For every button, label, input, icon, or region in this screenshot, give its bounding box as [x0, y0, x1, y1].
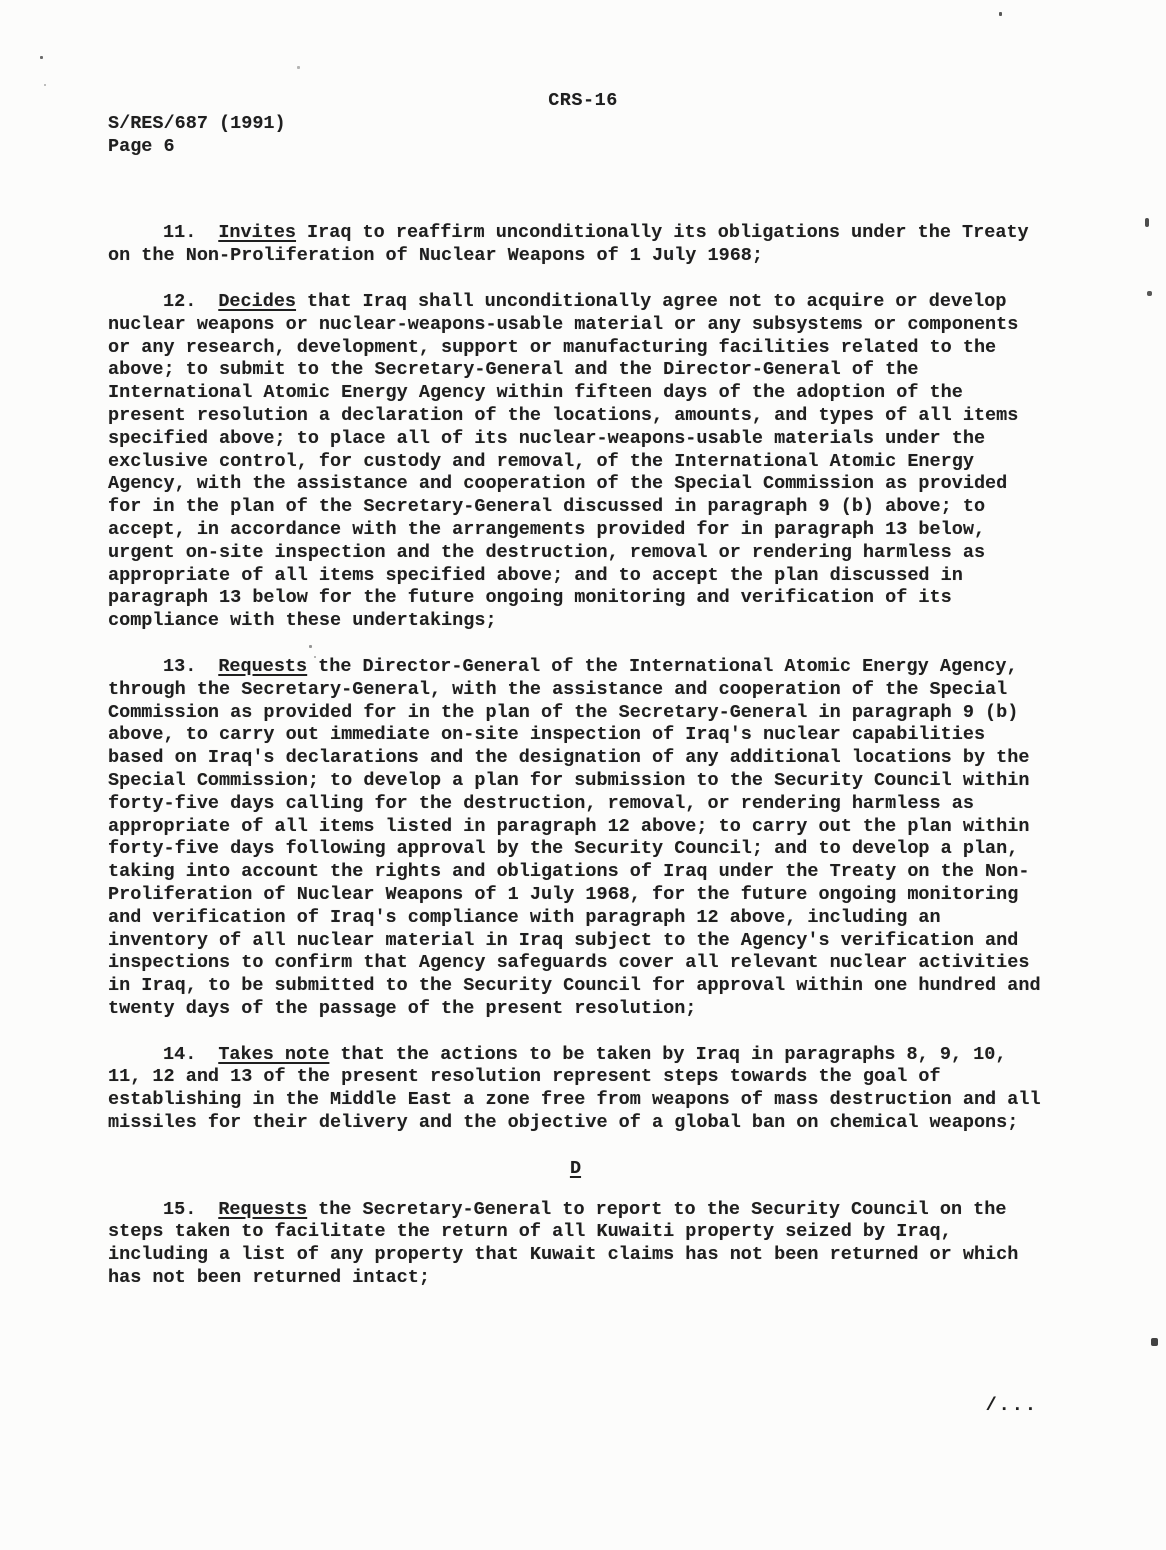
paragraph-15-number: 15. [163, 1198, 197, 1220]
scan-speck [40, 56, 43, 59]
scan-speck [309, 645, 312, 648]
paragraph-15 [108, 1199, 1043, 1290]
paragraph-12-body: that Iraq shall unconditionally agree not to acquire or develop nuclear weapons or nuclear-weapons-usable material or any subsystems or components or any research, development, support or manufacturing facilities related to the above; to submit to the Secretary-General and the Director-General of the International Atomic Energy Agency within fifteen days of the adoption of the present resolution a declaration of the locations, amounts, and types of all items specified above; to place all of its nuclear-weapons-usable materials under the exclusive control, for custody and removal, of the International Atomic Energy Agency, with the assistance and cooperation of the Special Commission as provided for in the plan of the Secretary-General discussed in paragraph 9 (b) above; to accept, in accordance with the arrangements provided for in paragraph 13 below, urgent on-site inspection and the destruction, removal or rendering harmless as appropriate of all items specified above; and to accept the plan discussed in paragraph 13 below for the future ongoing monitoring and verification of its compliance with these undertakings; [108, 290, 1019, 632]
paragraph-14 [108, 1044, 1043, 1135]
scan-speck [1147, 291, 1152, 296]
scan-speck [314, 656, 316, 658]
corner-label: CRS-16 [548, 90, 618, 111]
paragraph-12-number: 12. [163, 290, 197, 312]
section-heading-d [108, 1158, 1043, 1181]
scan-speck [297, 66, 300, 69]
paragraph-12 [108, 291, 1043, 633]
paragraph-11-lead-word: Invites [218, 222, 297, 244]
page-number: Page 6 [108, 135, 175, 157]
paragraph-11 [108, 222, 1043, 268]
scan-speck [1145, 218, 1149, 227]
scan-speck [999, 12, 1002, 16]
paragraph-12-lead-word: Decides [218, 290, 297, 312]
paragraph-13-lead-word: Requests [218, 655, 308, 677]
paragraph-13-body: the Director-General of the International Atomic Energy Agency, through the Secretary-General, with the assistance and cooperation of the Special Commission as provided for in the plan of the Secretary-General in paragraph 9 (b) above, to carry out immediate on-site inspection of Iraq's nuclear capabilities based on Iraq's declarations and the designation of any additional locations by the Special Commission; to develop a plan for submission to the Security Council within forty-five days calling for the destruction, removal, or rendering harmless as appropriate of all items listed in paragraph 12 above; to carry out the plan within forty-five days following approval by the Security Council; and to develop a plan, taking into account the rights and obligations of Iraq under the Treaty on the Non-Proliferation of Nuclear Weapons of 1 July 1968, for the future ongoing monitoring and verification of Iraq's compliance with paragraph 12 above, including an inventory of all nuclear material in Iraq subject to the Agency's verification and inspections to confirm that Agency safeguards cover all relevant nuclear activities in Iraq, to be submitted to the Security Council for approval within one hundred and twenty days of the passage of the present resolution; [108, 655, 1041, 1019]
paragraph-13 [108, 656, 1043, 1021]
scan-speck [1151, 1338, 1158, 1346]
paragraph-15-lead-word: Requests [218, 1198, 308, 1220]
paragraph-11-body: Iraq to reaffirm unconditionally its obligations under the Treaty on the Non-Proliferation of Nuclear Weapons of 1 July 1968; [108, 222, 1029, 267]
paragraph-14-lead-word: Takes note [218, 1043, 330, 1065]
scan-speck [44, 84, 46, 86]
paragraph-15-body: the Secretary-General to report to the Security Council on the steps taken to facilitate the return of all Kuwaiti property seized by Iraq, including a list of any property that Kuwait claims has not been returned or which has not been returned intact; [108, 1198, 1019, 1289]
paragraph-11-number: 11. [163, 222, 197, 244]
paragraph-14-body: that the actions to be taken by Iraq in paragraphs 8, 9, 10, 11, 12 and 13 of the present resolution represent steps towards the goal of establishing in the Middle East a zone free from weapons of mass destruction and all missiles for their delivery and the objective of a global ban on chemical weapons; [108, 1043, 1041, 1134]
section-heading-d-letter: D [569, 1157, 582, 1179]
document-reference: S/RES/687 (1991) [108, 112, 286, 134]
paragraph-14-number: 14. [163, 1043, 197, 1065]
continuation-marker: /... [985, 1395, 1038, 1416]
resolution-text-block [108, 222, 1043, 1289]
paragraph-13-number: 13. [163, 655, 197, 677]
